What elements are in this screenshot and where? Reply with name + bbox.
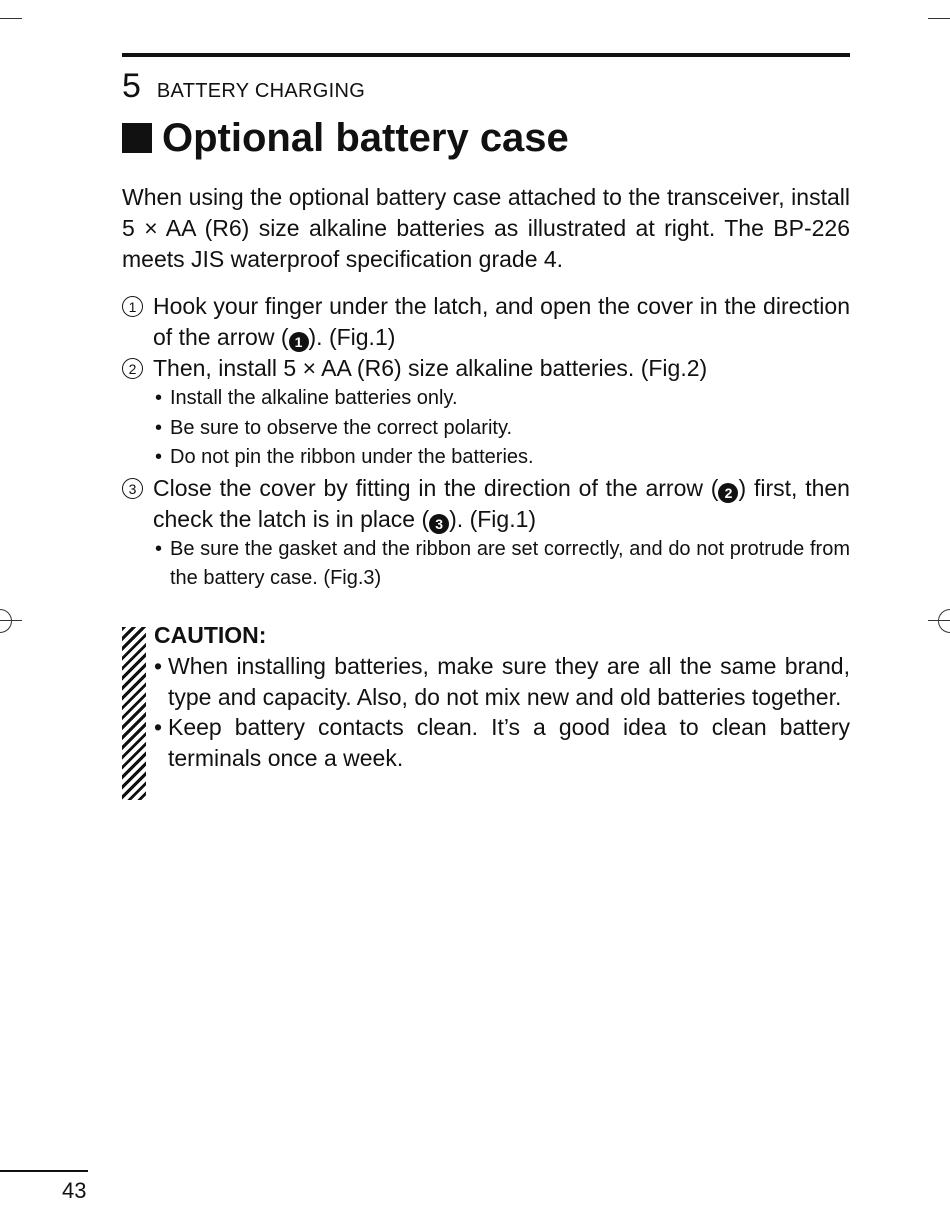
step-3-notes bbox=[155, 535, 850, 594]
chapter-title: BATTERY CHARGING bbox=[156, 80, 366, 102]
registration-circle-left bbox=[0, 609, 12, 633]
registration-circle-right bbox=[938, 609, 950, 633]
step-number-circle: 3 bbox=[122, 478, 143, 499]
step-text: ) first, then check the latch is in place ( bbox=[153, 474, 850, 532]
step-3 bbox=[122, 473, 850, 535]
step-text: ). (Fig.1) bbox=[449, 505, 537, 532]
intro-paragraph: When using the optional battery case attached to the transceiver, install 5 × AA (R6) size alkaline batteries as illustrated at right. The BP-226 meets JIS waterproof specification grade 4. bbox=[122, 184, 850, 272]
step-number-circle: 2 bbox=[122, 358, 143, 379]
step-2 bbox=[122, 353, 850, 384]
caution-title: CAUTION: bbox=[154, 622, 267, 648]
header-rule bbox=[122, 53, 850, 57]
step-number-circle: 1 bbox=[122, 296, 143, 317]
caution-item: • Keep battery contacts clean. It’s a good idea to clean battery terminals once a week. bbox=[154, 712, 850, 773]
chapter-number: 5 bbox=[122, 67, 141, 105]
caution-box bbox=[154, 620, 850, 773]
step-2-notes bbox=[155, 384, 850, 473]
note-item: • Do not pin the ribbon under the batteries. bbox=[155, 443, 850, 473]
footer-rule bbox=[0, 1170, 88, 1172]
caution-list bbox=[154, 651, 850, 773]
section-title bbox=[122, 112, 569, 164]
section-title-text: Optional battery case bbox=[162, 116, 569, 160]
steps-list bbox=[122, 291, 850, 594]
crop-mark-top-right bbox=[928, 18, 950, 19]
page-number: 43 bbox=[62, 1178, 87, 1203]
arrow-marker-icon: 1 bbox=[289, 332, 309, 352]
step-text: Close the cover by fitting in the direction of the arrow ( bbox=[153, 474, 719, 501]
step-1 bbox=[122, 291, 850, 353]
latch-marker-icon: 3 bbox=[429, 514, 449, 534]
crop-mark-top-left bbox=[0, 18, 22, 19]
note-item: • Be sure the gasket and the ribbon are set correctly, and do not protrude from the battery case. (Fig.3) bbox=[155, 535, 850, 594]
note-item: • Install the alkaline batteries only. bbox=[155, 384, 850, 414]
black-square-icon bbox=[122, 123, 152, 153]
caution-item: • When installing batteries, make sure they are all the same brand, type and capacity. Also, do not mix new and old batteries together. bbox=[154, 651, 850, 712]
arrow-marker-icon: 2 bbox=[718, 483, 738, 503]
chapter-header bbox=[122, 66, 365, 106]
step-text: ). (Fig.1) bbox=[308, 324, 396, 350]
step-text: Then, install 5 × AA (R6) size alkaline batteries. (Fig.2) bbox=[153, 355, 708, 381]
step-text: Hook your finger under the latch, and open the cover in the direction of the arrow ( bbox=[153, 293, 850, 350]
caution-hatch-bar bbox=[122, 627, 146, 800]
note-item: • Be sure to observe the correct polarity. bbox=[155, 414, 850, 444]
